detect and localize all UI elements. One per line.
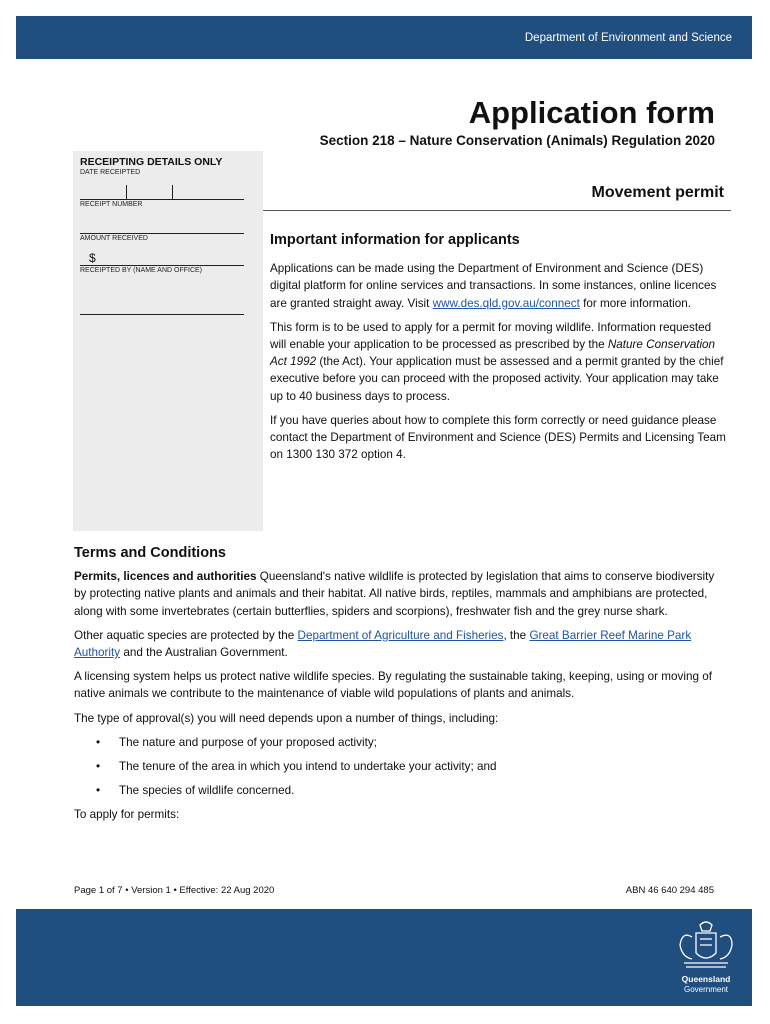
info-paragraph: This form is to be used to apply for a permit for moving wildlife. Information requested will enable your application to be processed as prescribed by the Nature Conservation Act 1992 (the Act). Your application must be assessed and a permit granted by the chief executive before you can proceed with the proposed activity. Your application may take up to 40 business days to process. (270, 320, 724, 403)
permit-type-heading: Movement permit (591, 184, 724, 201)
gbrmpa-link[interactable]: Great Barrier Reef Marine Park Authority (74, 628, 692, 660)
info-paragraph: If you have queries about how to complete this form correctly or need guidance please contact the Department of Environment and Science (DES) Permits and Licensing Team on 1300 130 372 option 4. (270, 413, 726, 462)
footer-bar (16, 909, 752, 1006)
page-title: Application form (468, 95, 715, 130)
receipted-by-line[interactable] (80, 314, 244, 315)
bullet: • (96, 735, 101, 749)
receipting-box (73, 151, 263, 531)
amount-received-label: AMOUNT RECEIVED (80, 235, 148, 242)
logo-text: Queensland (681, 974, 731, 984)
list-item: • The nature and purpose of your proposed activity; (74, 734, 724, 751)
daf-link[interactable]: Department of Agriculture and Fisheries (297, 628, 504, 642)
divider (263, 210, 731, 211)
date-receipted-label: DATE RECEIPTED (80, 169, 141, 176)
abn: ABN 46 640 294 485 (625, 885, 714, 896)
terms-paragraph: A licensing system helps us protect native wildlife species. By regulating the sustainable taking, keeping, using or moving of native animals we contribute to the maintenance of viable wild populations of plants and animals. (74, 670, 712, 701)
receipt-number-line[interactable] (80, 233, 244, 234)
receipted-by-label: RECEIPTED BY (NAME AND OFFICE) (80, 267, 202, 274)
logo-text: Government (683, 985, 729, 994)
info-paragraph: Applications can be made using the Department of Environment and Science (DES) digital platform for online services and transactions. In some instances, online licences are granted straight away. Visit www.des.qld.gov.au/connect for more information. (270, 262, 717, 310)
header-bar (16, 16, 752, 59)
important-info-section (270, 232, 730, 470)
terms-section (74, 545, 724, 831)
date-divider (172, 185, 173, 199)
bullet: • (96, 784, 101, 798)
page-info: Page 1 of 7 • Version 1 • Effective: 22 Aug 2020 (74, 885, 275, 896)
receipt-number-label: RECEIPT NUMBER (80, 201, 143, 208)
queensland-government-logo (670, 919, 742, 997)
amount-received-line[interactable] (80, 265, 244, 266)
list-item: • The species of wildlife concerned. (74, 782, 724, 799)
terms-subheading: Permits, licences and authorities (74, 570, 257, 584)
info-heading: Important information for applicants (270, 232, 520, 248)
date-receipted-line[interactable] (80, 199, 244, 200)
currency-symbol: $ (89, 251, 96, 265)
receipting-heading: RECEIPTING DETAILS ONLY (80, 156, 223, 168)
des-connect-link[interactable]: www.des.qld.gov.au/connect (432, 296, 580, 310)
terms-paragraph: The type of approval(s) you will need depends upon a number of things, including: (74, 711, 499, 725)
date-divider (126, 185, 127, 199)
department-name: Department of Environment and Science (524, 32, 732, 44)
terms-paragraph: Other aquatic species are protected by the Department of Agriculture and Fisheries, the Great Barrier Reef Marine Park Authority and the Australian Government. (74, 628, 692, 660)
terms-paragraph: Permits, licences and authorities Queensland's native wildlife is protected by legislation that aims to conserve biodiversity by protecting native plants and animals and their habitat. All native birds, reptiles, mammals and amphibians are protected, along with some invertebrates (certain butterflies, spiders and scorpions), freshwater fish and the grey nurse shark. (74, 570, 715, 618)
page-subtitle: Section 218 – Nature Conservation (Animals) Regulation 2020 (319, 133, 715, 148)
list-item: • The tenure of the area in which you intend to undertake your activity; and (74, 758, 724, 775)
coat-of-arms-icon (670, 919, 742, 975)
terms-heading: Terms and Conditions (74, 545, 226, 561)
act-name: Nature Conservation Act 1992 (270, 338, 716, 369)
terms-paragraph: To apply for permits: (74, 808, 180, 822)
bullet: • (96, 760, 101, 774)
approval-factors-list (74, 734, 724, 800)
